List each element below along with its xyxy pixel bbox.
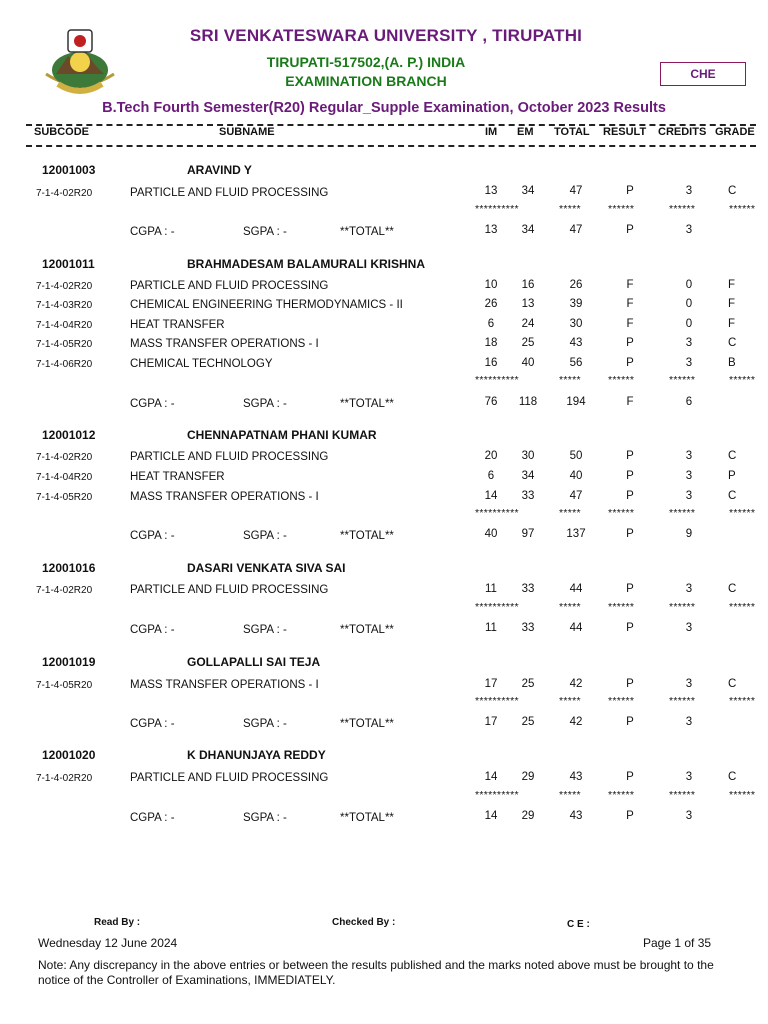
subject-code: 7-1-4-02R20 [36,452,93,463]
subject-credits: 3 [685,771,693,783]
total-label: **TOTAL** [340,398,394,410]
summary-im: 76 [484,396,498,408]
subject-em: 25 [521,678,535,690]
total-label: **TOTAL** [340,624,394,636]
subject-name: CHEMICAL TECHNOLOGY [130,358,273,370]
stars-result: ****** [608,789,635,801]
subject-total: 26 [569,279,583,291]
summary-result: P [626,622,634,634]
subject-credits: 3 [685,583,693,595]
subject-credits: 0 [685,318,693,330]
stars-result: ****** [608,374,635,386]
stars-grade: ****** [729,507,756,519]
subject-code: 7-1-4-02R20 [36,188,93,199]
subject-name: PARTICLE AND FLUID PROCESSING [130,584,329,596]
subject-total: 39 [569,298,583,310]
summary-im: 40 [484,528,498,540]
summary-im: 17 [484,716,498,728]
sgpa-label: SGPA : - [243,812,287,824]
summary-im: 11 [485,622,497,634]
col-grade: GRADE [715,126,755,138]
subject-credits: 0 [685,279,693,291]
subject-code: 7-1-4-05R20 [36,680,93,691]
subject-code: 7-1-4-05R20 [36,492,93,503]
subject-im: 14 [484,490,498,502]
stars-credits: ****** [669,374,696,386]
subject-name: HEAT TRANSFER [130,471,225,483]
subject-grade: C [728,450,737,462]
subject-im: 10 [484,279,498,291]
cgpa-label: CGPA : - [130,718,175,730]
subject-credits: 3 [685,450,693,462]
col-im: IM [485,126,498,138]
subject-result: P [626,678,634,690]
subject-em: 40 [521,357,535,369]
col-subcode: SUBCODE [34,126,90,138]
stars-im-em: ********** [475,507,519,519]
subject-grade: F [728,298,736,310]
subject-grade: C [728,185,737,197]
subject-im: 16 [484,357,498,369]
summary-total: 42 [569,716,583,728]
stars-credits: ****** [669,695,696,707]
subject-im: 14 [484,771,498,783]
stars-result: ****** [608,601,635,613]
summary-result: F [626,396,634,408]
subject-result: P [626,185,634,197]
subject-grade: C [728,583,737,595]
subject-result: P [626,450,634,462]
stars-result: ****** [608,203,635,215]
sgpa-label: SGPA : - [243,398,287,410]
col-em: EM [517,126,534,138]
cgpa-label: CGPA : - [130,624,175,636]
summary-total: 47 [569,224,583,236]
stars-grade: ****** [729,601,756,613]
subject-im: 6 [487,470,495,482]
subject-total: 50 [569,450,583,462]
subject-credits: 3 [685,185,693,197]
summary-im: 14 [484,810,498,822]
total-label: **TOTAL** [340,812,394,824]
subject-credits: 3 [685,357,693,369]
summary-credits: 3 [685,810,693,822]
subject-total: 30 [569,318,583,330]
subject-em: 29 [521,771,535,783]
subject-name: PARTICLE AND FLUID PROCESSING [130,187,329,199]
student-id: 12001019 [42,655,96,669]
subject-grade: B [728,357,736,369]
subject-result: F [626,279,634,291]
summary-im: 13 [484,224,498,236]
subject-em: 30 [521,450,535,462]
subject-im: 20 [484,450,498,462]
student-id: 12001016 [42,561,96,575]
stars-total: ***** [559,601,581,613]
student-id: 12001020 [42,748,96,762]
summary-credits: 3 [685,224,693,236]
subject-code: 7-1-4-02R20 [36,585,93,596]
summary-credits: 3 [685,622,693,634]
summary-em: 97 [521,528,535,540]
student-name: ARAVIND Y [187,163,252,177]
stars-total: ***** [559,374,581,386]
subject-result: P [626,357,634,369]
divider-top [26,124,756,126]
subject-grade: C [728,490,737,502]
subject-grade: C [728,337,737,349]
total-label: **TOTAL** [340,718,394,730]
col-credits: CREDITS [658,126,707,138]
total-label: **TOTAL** [340,226,394,238]
subject-total: 43 [569,771,583,783]
sgpa-label: SGPA : - [243,226,287,238]
read-by-label: Read By : [94,917,141,928]
subject-name: PARTICLE AND FLUID PROCESSING [130,451,329,463]
stars-result: ****** [608,695,635,707]
subject-grade: F [728,279,736,291]
subject-total: 47 [569,490,583,502]
summary-em: 25 [521,716,535,728]
subject-em: 33 [521,490,535,502]
summary-em: 29 [521,810,535,822]
subject-total: 42 [569,678,583,690]
stars-credits: ****** [669,507,696,519]
subject-grade: C [728,678,737,690]
cgpa-label: CGPA : - [130,812,175,824]
subject-result: P [626,583,634,595]
department-code-box: CHE [660,62,746,86]
subject-grade: P [728,470,736,482]
subject-im: 6 [487,318,495,330]
summary-total: 43 [569,810,583,822]
subject-em: 13 [521,298,535,310]
subject-code: 7-1-4-06R20 [36,359,93,370]
subject-credits: 3 [685,678,693,690]
subject-credits: 3 [685,490,693,502]
stars-credits: ****** [669,789,696,801]
stars-total: ***** [559,507,581,519]
subject-total: 56 [569,357,583,369]
cgpa-label: CGPA : - [130,398,175,410]
subject-code: 7-1-4-03R20 [36,300,93,311]
subject-name: PARTICLE AND FLUID PROCESSING [130,280,329,292]
subject-code: 7-1-4-04R20 [36,320,93,331]
summary-em: 33 [521,622,535,634]
subject-im: 26 [484,298,498,310]
student-name: DASARI VENKATA SIVA SAI [187,561,346,575]
subject-name: MASS TRANSFER OPERATIONS - I [130,338,319,350]
student-name: GOLLAPALLI SAI TEJA [187,655,321,669]
stars-grade: ****** [729,789,756,801]
subject-im: 17 [484,678,498,690]
stars-result: ****** [608,507,635,519]
subject-result: P [626,337,634,349]
col-total: TOTAL [554,126,590,138]
cgpa-label: CGPA : - [130,226,175,238]
subject-credits: 0 [685,298,693,310]
subject-im: 13 [484,185,498,197]
subject-name: MASS TRANSFER OPERATIONS - I [130,679,319,691]
summary-credits: 6 [685,396,693,408]
summary-em: 118 [518,396,538,408]
summary-credits: 9 [685,528,693,540]
stars-credits: ****** [669,601,696,613]
cgpa-label: CGPA : - [130,530,175,542]
subject-grade: F [728,318,736,330]
stars-im-em: ********** [475,789,519,801]
summary-result: P [626,528,634,540]
subject-total: 40 [569,470,583,482]
subject-name: PARTICLE AND FLUID PROCESSING [130,772,329,784]
summary-em: 34 [521,224,535,236]
subject-code: 7-1-4-05R20 [36,339,93,350]
stars-grade: ****** [729,695,756,707]
subject-total: 43 [569,337,583,349]
discrepancy-note: Note: Any discrepancy in the above entries or between the results published and the marks noted above must be brought to the notice of the Controller of Examinations, IMMEDIATELY. [38,958,714,987]
stars-total: ***** [559,789,581,801]
examination-branch: EXAMINATION BRANCH [285,73,447,89]
subject-em: 34 [521,185,535,197]
sgpa-label: SGPA : - [243,624,287,636]
subject-em: 34 [521,470,535,482]
subject-credits: 3 [685,470,693,482]
checked-by-label: Checked By : [332,917,396,928]
subject-code: 7-1-4-02R20 [36,773,93,784]
summary-result: P [626,810,634,822]
subject-result: F [626,298,634,310]
stars-total: ***** [559,203,581,215]
summary-total: 194 [566,396,586,408]
sgpa-label: SGPA : - [243,718,287,730]
subject-em: 33 [521,583,535,595]
stars-im-em: ********** [475,374,519,386]
student-name: BRAHMADESAM BALAMURALI KRISHNA [187,257,425,271]
subject-total: 44 [569,583,583,595]
summary-total: 137 [566,528,586,540]
print-date: Wednesday 12 June 2024 [38,936,178,950]
student-id: 12001011 [42,257,95,271]
subject-name: MASS TRANSFER OPERATIONS - I [130,491,319,503]
exam-title: B.Tech Fourth Semester(R20) Regular_Supple Examination, October 2023 Results [102,100,666,116]
subject-im: 18 [484,337,498,349]
student-name: CHENNAPATNAM PHANI KUMAR [187,428,377,442]
subject-code: 7-1-4-02R20 [36,281,93,292]
student-name: K DHANUNJAYA REDDY [187,748,326,762]
subject-im: 11 [485,583,497,595]
stars-im-em: ********** [475,203,519,215]
university-address: TIRUPATI-517502,(A. P.) INDIA [266,54,466,70]
university-title: SRI VENKATESWARA UNIVERSITY , TIRUPATHI [189,26,583,45]
subject-em: 16 [521,279,535,291]
summary-result: P [626,716,634,728]
subject-em: 24 [521,318,535,330]
ce-label: C E : [567,919,590,930]
subject-credits: 3 [685,337,693,349]
stars-grade: ****** [729,374,756,386]
student-id: 12001012 [42,428,96,442]
student-id: 12001003 [42,163,96,177]
subject-result: F [626,318,634,330]
subject-total: 47 [569,185,583,197]
summary-total: 44 [569,622,583,634]
stars-grade: ****** [729,203,756,215]
subject-result: P [626,490,634,502]
total-label: **TOTAL** [340,530,394,542]
sgpa-label: SGPA : - [243,530,287,542]
summary-result: P [626,224,634,236]
stars-im-em: ********** [475,695,519,707]
subject-name: CHEMICAL ENGINEERING THERMODYNAMICS - II [130,299,403,311]
summary-credits: 3 [685,716,693,728]
stars-credits: ****** [669,203,696,215]
col-result: RESULT [603,126,647,138]
subject-name: HEAT TRANSFER [130,319,225,331]
subject-code: 7-1-4-04R20 [36,472,93,483]
stars-total: ***** [559,695,581,707]
subject-result: P [626,470,634,482]
subject-em: 25 [521,337,535,349]
subject-grade: C [728,771,737,783]
subject-result: P [626,771,634,783]
divider-header [26,145,756,147]
stars-im-em: ********** [475,601,519,613]
col-subname: SUBNAME [219,126,275,138]
page-indicator: Page 1 of 35 [643,936,712,950]
